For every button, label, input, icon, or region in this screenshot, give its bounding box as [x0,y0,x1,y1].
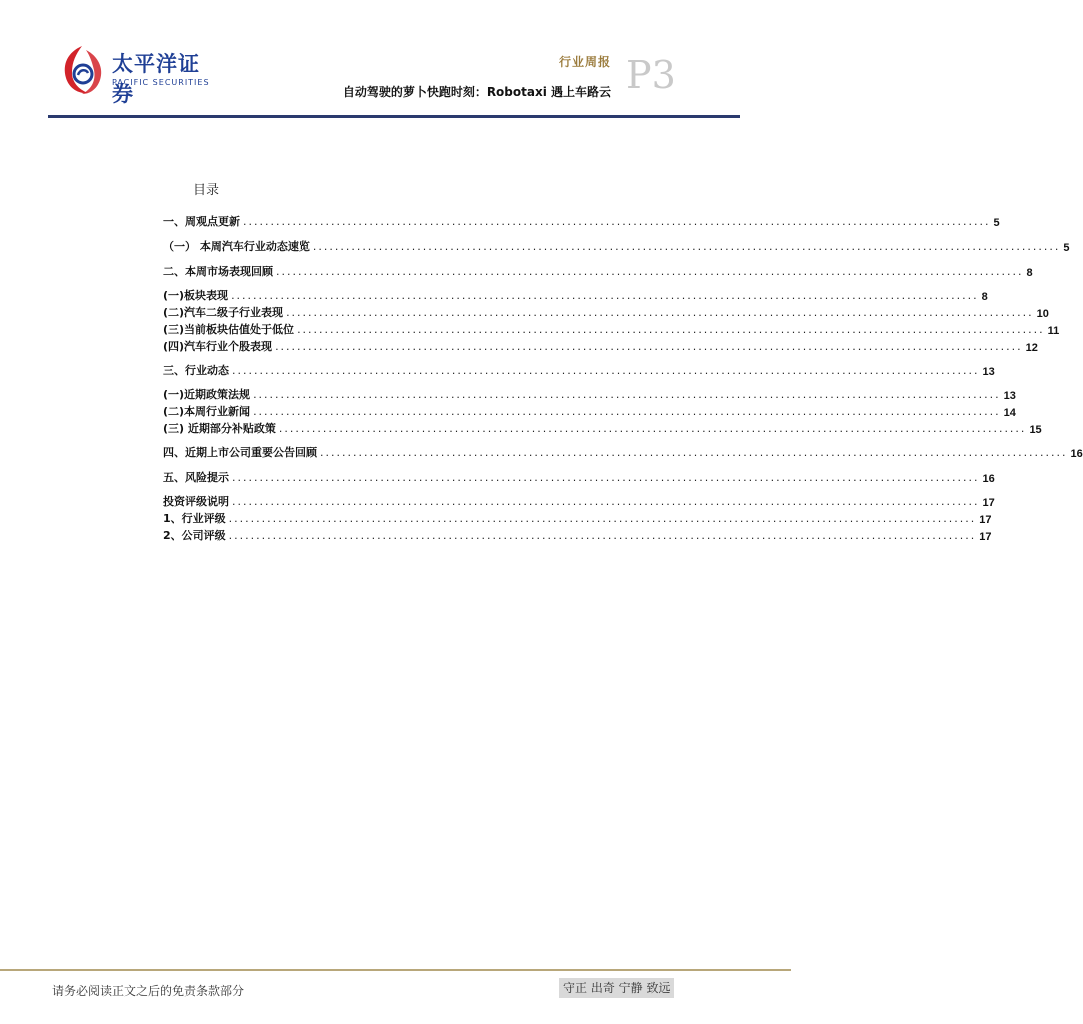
toc-leader-dots: ........................................................................................................................................ [228,512,977,525]
report-type: 行业周报 [558,55,611,69]
toc-entry[interactable] [163,403,1016,419]
toc-entry-page: 5 [1063,242,1070,254]
toc-entry-page: 13 [1003,390,1016,402]
header-divider [48,115,740,118]
toc-entry-label: 2、公司评级 [163,529,226,542]
disclaimer-note: 请务必阅读正文之后的免责条款部分 [52,984,245,998]
toc-leader-dots: ........................................................................................................................................ [253,388,1001,401]
toc-entry-page: 17 [979,531,992,543]
toc-entry[interactable] [163,263,1033,279]
toc-leader-dots: ........................................................................................................................................ [286,306,1034,319]
toc-entry-page: 11 [1047,325,1060,337]
toc-leader-dots: ........................................................................................................................................ [275,340,1023,353]
toc-entry-page: 10 [1036,308,1049,320]
toc-entry-label: (三) 近期部分补贴政策 [163,422,276,435]
toc-entry-label: 一、周观点更新 [163,215,240,228]
toc-entry-label: (三)当前板块估值处于低位 [163,323,295,336]
toc-entry-page: 13 [982,366,995,378]
toc-entry-page: 8 [981,291,988,303]
toc-entry-page: 16 [982,473,995,485]
toc-entry[interactable] [163,213,1000,229]
toc-heading: 目录 [193,183,220,198]
toc-entry-label: (四)汽车行业个股表现 [163,340,273,353]
toc-entry[interactable] [163,386,1016,402]
toc-leader-dots: ........................................................................................................................................ [243,215,991,228]
toc-entry[interactable] [163,238,1070,254]
toc-entry[interactable] [163,304,1049,320]
toc-leader-dots: ........................................................................................................................................ [228,529,977,542]
toc-entry[interactable] [163,420,1042,436]
toc-leader-dots: ........................................................................................................................................ [312,240,1061,253]
toc-leader-dots: ........................................................................................................................................ [253,405,1001,418]
toc-entry-page: 5 [993,217,1000,229]
page-number: P3 [626,53,676,97]
report-title: 自动驾驶的萝卜快跑时刻：Robotaxi 遇上车路云 [342,85,611,99]
toc-leader-dots: ........................................................................................................................................ [232,495,980,508]
toc-entry-page: 16 [1070,448,1083,460]
toc-entry-page: 8 [1026,267,1033,279]
toc-entry[interactable] [163,287,988,303]
toc-leader-dots: ........................................................................................................................................ [231,289,979,302]
toc-entry[interactable] [163,444,1083,460]
toc-entry-label: 二、本周市场表现回顾 [163,265,273,278]
toc-entry-label: 三、行业动态 [163,364,229,377]
toc-entry-label: (一)板块表现 [163,289,229,302]
toc-leader-dots: ........................................................................................................................................ [276,265,1024,278]
toc-entry[interactable] [163,362,995,378]
toc-entry[interactable] [163,527,992,543]
toc-leader-dots: ........................................................................................................................................ [297,323,1045,336]
toc-entry-label: （一） 本周汽车行业动态速览 [163,240,310,253]
toc-entry-label: 1、行业评级 [163,512,226,525]
company-slogan: 守正 出奇 宁静 致远 [559,978,674,998]
toc-entry-page: 12 [1025,342,1038,354]
toc-entry[interactable] [163,493,995,509]
toc-leader-dots: ........................................................................................................................................ [278,422,1027,435]
logo-english-name: PACIFIC SECURITIES [112,78,210,87]
toc-entry-label: 五、风险提示 [163,471,229,484]
toc-entry-page: 14 [1003,407,1016,419]
toc-entry-label: (二)本周行业新闻 [163,405,251,418]
toc-entry-page: 17 [979,514,992,526]
toc-entry-label: 四、近期上市公司重要公告回顾 [163,446,317,459]
logo-chinese-name: 太平洋证券 [112,52,200,106]
toc-leader-dots: ........................................................................................................................................ [320,446,1068,459]
toc-entry-page: 17 [982,497,995,509]
toc-entry[interactable] [163,469,995,485]
toc-entry-label: 投资评级说明 [163,495,229,508]
company-logo [56,42,216,106]
toc-entry[interactable] [163,321,1060,337]
toc-entry-page: 15 [1029,424,1042,436]
toc-leader-dots: ........................................................................................................................................ [232,471,980,484]
toc-entry-label: (二)汽车二级子行业表现 [163,306,284,319]
toc-leader-dots: ........................................................................................................................................ [232,364,980,377]
toc-entry[interactable] [163,510,992,526]
toc-entry-label: (一)近期政策法规 [163,388,251,401]
pacific-logo-icon [56,42,108,98]
toc-entry[interactable] [163,338,1038,354]
footer-divider [0,969,791,971]
